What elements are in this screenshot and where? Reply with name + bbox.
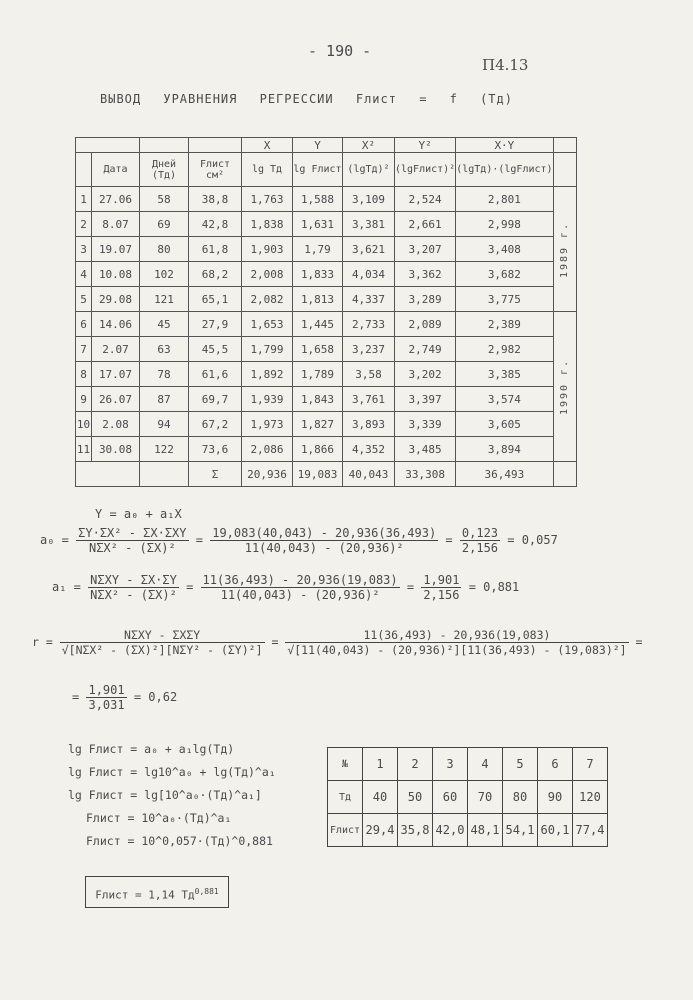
table-cell: 54,1: [503, 814, 538, 847]
sum-cell: 33,308: [395, 462, 456, 487]
r-denominator: √[NΣX² - (ΣX)²][NΣY² - (ΣY)²]: [61, 643, 263, 657]
table-cell: 2: [398, 748, 433, 781]
column-header: (lgTд)·(lgFлист): [456, 153, 553, 187]
equals: =: [406, 580, 415, 594]
sum-cell: [140, 462, 189, 487]
derivation-step: lg Fлист = lg10^a₀ + lg(Tд)^a₁: [68, 765, 276, 779]
equals: =: [195, 533, 203, 547]
table-cell: 10: [76, 412, 92, 437]
table-cell: 1,631: [293, 212, 343, 237]
table-cell: 3,485: [395, 437, 456, 462]
table-cell: 11: [76, 437, 92, 462]
table-cell: 48,1: [468, 814, 503, 847]
table-cell: 2.08: [92, 412, 140, 437]
table-cell: 45: [140, 312, 189, 337]
table-cell: 29,4: [363, 814, 398, 847]
formula-r: [32, 628, 642, 657]
a1-result: = 0,881: [468, 580, 520, 594]
table-cell: 4,337: [343, 287, 395, 312]
column-header: [76, 153, 92, 187]
a1-numerator: NΣXY - ΣX·ΣY: [90, 573, 177, 587]
equals: =: [445, 533, 453, 547]
table-cell: 3,621: [343, 237, 395, 262]
table-cell: 69: [140, 212, 189, 237]
final-equation-box: [85, 876, 229, 908]
table-row: [76, 287, 577, 312]
table-cell: 7: [76, 337, 92, 362]
table-cell: 2,389: [456, 312, 553, 337]
column-header: lg Fлист: [293, 153, 343, 187]
sum-cell: Σ: [189, 462, 242, 487]
table-cell: 1,827: [293, 412, 343, 437]
a0-lhs: a₀ =: [40, 533, 69, 547]
table-cell: 61,8: [189, 237, 242, 262]
table-cell: 8.07: [92, 212, 140, 237]
table-row: [76, 262, 577, 287]
table-cell: 120: [573, 781, 608, 814]
table-cell: 1,763: [242, 187, 293, 212]
table-cell: 3,237: [343, 337, 395, 362]
sum-cell: 40,043: [343, 462, 395, 487]
table-cell: 1,833: [293, 262, 343, 287]
table-cell: 3,574: [456, 387, 553, 412]
variable-header: X: [242, 138, 293, 153]
table-cell: 30.08: [92, 437, 140, 462]
r-result-denominator: 3,031: [88, 698, 125, 712]
table-cell: 3,207: [395, 237, 456, 262]
table-cell: 69,7: [189, 387, 242, 412]
formula-a0: [40, 526, 558, 555]
table-cell: 3,202: [395, 362, 456, 387]
variable-header: [189, 138, 242, 153]
table-cell: 2,733: [343, 312, 395, 337]
year-cell: [553, 462, 576, 487]
table-row: [76, 187, 577, 212]
r-numerator: NΣXY - ΣXΣY: [124, 628, 201, 642]
table-cell: 2,801: [456, 187, 553, 212]
table-cell: 1,843: [293, 387, 343, 412]
derivation-step: Fлист = 10^a₀·(Tд)^a₁: [86, 811, 232, 825]
table-cell: 1,658: [293, 337, 343, 362]
table-cell: 29.08: [92, 287, 140, 312]
table-cell: 3: [76, 237, 92, 262]
table-cell: 1,903: [242, 237, 293, 262]
table-cell: 1: [363, 748, 398, 781]
page-number: - 190 -: [308, 42, 372, 60]
table-cell: 1,445: [293, 312, 343, 337]
table-cell: 2,008: [242, 262, 293, 287]
table-cell: 2,086: [242, 437, 293, 462]
year-label: 1990 г.: [553, 312, 576, 462]
sum-cell: 19,083: [293, 462, 343, 487]
table-cell: 2,998: [456, 212, 553, 237]
column-header: Дата: [92, 153, 140, 187]
table-cell: 2,661: [395, 212, 456, 237]
table-cell: 121: [140, 287, 189, 312]
table-cell: 2,082: [242, 287, 293, 312]
table-cell: 3,381: [343, 212, 395, 237]
table-cell: 1,866: [293, 437, 343, 462]
column-header: lg Tд: [242, 153, 293, 187]
a0-denominator-result: 2,156: [461, 541, 499, 555]
table-row: [328, 748, 608, 781]
table-cell: 2.07: [92, 337, 140, 362]
table-cell: 3,893: [343, 412, 395, 437]
row-label: Tд: [328, 781, 363, 814]
table-row: [76, 312, 577, 337]
table-cell: 3,397: [395, 387, 456, 412]
table-cell: 122: [140, 437, 189, 462]
a0-denominator-values: 11(40,043) - (20,936)²: [210, 540, 438, 555]
table-cell: 60,1: [538, 814, 573, 847]
table-cell: 6: [76, 312, 92, 337]
column-header: Fлист см²: [189, 153, 242, 187]
r-denominator-values: √[11(40,043) - (20,936)²][11(36,493) - (19,083)²]: [287, 643, 627, 657]
table-row: [76, 337, 577, 362]
regression-data-table: [75, 137, 577, 487]
a0-numerator-values: 19,083(40,043) - 20,936(36,493): [212, 526, 437, 540]
a0-numerator: ΣY·ΣX² - ΣX·ΣXY: [78, 526, 187, 540]
table-cell: 45,5: [189, 337, 242, 362]
table-cell: 1,973: [242, 412, 293, 437]
table-row: [76, 412, 577, 437]
a1-denominator-values: 11(40,043) - (20,936)²: [201, 587, 400, 602]
r-lhs: r =: [32, 635, 53, 649]
year-header: [553, 153, 576, 187]
table-cell: 3,289: [395, 287, 456, 312]
table-row: [76, 212, 577, 237]
column-header-row: [76, 153, 577, 187]
variable-header: Y: [293, 138, 343, 153]
table-row: [328, 814, 608, 847]
table-cell: 1,789: [293, 362, 343, 387]
table-cell: 35,8: [398, 814, 433, 847]
table-cell: 3,385: [456, 362, 553, 387]
sum-row: [76, 462, 577, 487]
table-row: [76, 387, 577, 412]
table-cell: 87: [140, 387, 189, 412]
row-label: Fлист: [328, 814, 363, 847]
table-cell: 70: [468, 781, 503, 814]
table-cell: 2,089: [395, 312, 456, 337]
table-cell: 7: [573, 748, 608, 781]
table-cell: 27,9: [189, 312, 242, 337]
table-cell: 40: [363, 781, 398, 814]
table-cell: 90: [538, 781, 573, 814]
table-cell: 3,58: [343, 362, 395, 387]
table-cell: 2,749: [395, 337, 456, 362]
table-cell: 3,339: [395, 412, 456, 437]
table-cell: 26.07: [92, 387, 140, 412]
a0-numerator-result: 0,123: [461, 526, 499, 540]
final-equation: Fлист = 1,14 Tд: [95, 888, 195, 902]
variable-header: [76, 138, 140, 153]
table-cell: 2: [76, 212, 92, 237]
a0-result: = 0,057: [507, 533, 558, 547]
predicted-values-table: [327, 747, 608, 847]
table-cell: 78: [140, 362, 189, 387]
table-cell: 17.07: [92, 362, 140, 387]
table-cell: 67,2: [189, 412, 242, 437]
table-cell: 60: [433, 781, 468, 814]
column-header: Дней (Tд): [140, 153, 189, 187]
table-cell: 3: [433, 748, 468, 781]
table-cell: 19.07: [92, 237, 140, 262]
table-cell: 80: [503, 781, 538, 814]
derivation-step: lg Fлист = a₀ + a₁lg(Tд): [68, 742, 235, 756]
table-cell: 5: [503, 748, 538, 781]
a1-numerator-values: 11(36,493) - 20,936(19,083): [202, 573, 398, 587]
table-cell: 1,588: [293, 187, 343, 212]
sum-cell: 36,493: [456, 462, 553, 487]
table-cell: 1,813: [293, 287, 343, 312]
table-cell: 3,109: [343, 187, 395, 212]
year-label: 1989 г.: [553, 187, 576, 312]
a1-lhs: a₁ =: [52, 580, 81, 594]
table-cell: 68,2: [189, 262, 242, 287]
equals: =: [271, 635, 279, 649]
table-cell: 63: [140, 337, 189, 362]
table-cell: 1,653: [242, 312, 293, 337]
r-result-numerator: 1,901: [88, 683, 125, 697]
variable-header-row: [76, 138, 577, 153]
table-cell: 38,8: [189, 187, 242, 212]
equals: =: [186, 580, 194, 594]
sum-cell: 20,936: [242, 462, 293, 487]
a0-denominator: NΣX² - (ΣX)²: [76, 540, 188, 555]
table-cell: 58: [140, 187, 189, 212]
r-numerator-values: 11(36,493) - 20,936(19,083): [363, 628, 551, 642]
table-cell: 80: [140, 237, 189, 262]
table-cell: 4,352: [343, 437, 395, 462]
document-code: П4.13: [482, 56, 529, 74]
table-cell: 102: [140, 262, 189, 287]
variable-header: Y²: [395, 138, 456, 153]
table-cell: 1,892: [242, 362, 293, 387]
table-cell: 14.06: [92, 312, 140, 337]
formula-a1: [52, 573, 519, 602]
table-cell: 3,894: [456, 437, 553, 462]
page-title: ВЫВОД УРАВНЕНИЯ РЕГРЕССИИ Fлист = f (Tд): [100, 92, 513, 106]
table-cell: 3,761: [343, 387, 395, 412]
final-exponent: 0,881: [194, 887, 219, 896]
a1-denominator-result: 2,156: [423, 588, 460, 602]
row-label: №: [328, 748, 363, 781]
formula-r-result: [72, 683, 177, 712]
column-header: (lgTд)²: [343, 153, 395, 187]
table-cell: 6: [538, 748, 573, 781]
table-cell: 3,408: [456, 237, 553, 262]
table-cell: 42,8: [189, 212, 242, 237]
table-cell: 27.06: [92, 187, 140, 212]
table-cell: 50: [398, 781, 433, 814]
derivation-step: lg Fлист = lg[10^a₀·(Tд)^a₁]: [68, 788, 262, 802]
table-cell: 3,362: [395, 262, 456, 287]
table-cell: 4: [468, 748, 503, 781]
table-cell: 77,4: [573, 814, 608, 847]
table-cell: 8: [76, 362, 92, 387]
column-header: (lgFлист)²: [395, 153, 456, 187]
table-cell: 5: [76, 287, 92, 312]
table-cell: 4,034: [343, 262, 395, 287]
variable-header: X²: [343, 138, 395, 153]
table-row: [76, 437, 577, 462]
table-cell: 1,79: [293, 237, 343, 262]
r-result: = 0,62: [133, 690, 178, 704]
derivation-steps: [68, 738, 276, 853]
table-cell: 3,682: [456, 262, 553, 287]
table-cell: 3,605: [456, 412, 553, 437]
table-cell: 94: [140, 412, 189, 437]
sum-cell: [76, 462, 140, 487]
table-row: [76, 237, 577, 262]
derivation-step: Fлист = 10^0,057·(Tд)^0,881: [86, 834, 273, 848]
variable-header: [140, 138, 189, 153]
table-cell: 61,6: [189, 362, 242, 387]
table-row: [328, 781, 608, 814]
equals: =: [635, 635, 643, 649]
table-cell: 1: [76, 187, 92, 212]
a1-numerator-result: 1,901: [423, 573, 460, 587]
table-cell: 2,982: [456, 337, 553, 362]
variable-header: X·Y: [456, 138, 553, 153]
table-cell: 3,775: [456, 287, 553, 312]
year-header: [553, 138, 576, 153]
table-cell: 73,6: [189, 437, 242, 462]
regression-model: Y = a₀ + a₁X: [95, 507, 182, 521]
table-row: [76, 362, 577, 387]
table-cell: 9: [76, 387, 92, 412]
table-cell: 65,1: [189, 287, 242, 312]
table-cell: 42,0: [433, 814, 468, 847]
table-cell: 1,939: [242, 387, 293, 412]
table-cell: 1,838: [242, 212, 293, 237]
table-cell: 2,524: [395, 187, 456, 212]
table-cell: 1,799: [242, 337, 293, 362]
equals: =: [72, 690, 80, 704]
table-cell: 4: [76, 262, 92, 287]
a1-denominator: NΣX² - (ΣX)²: [90, 588, 177, 602]
table-cell: 10.08: [92, 262, 140, 287]
